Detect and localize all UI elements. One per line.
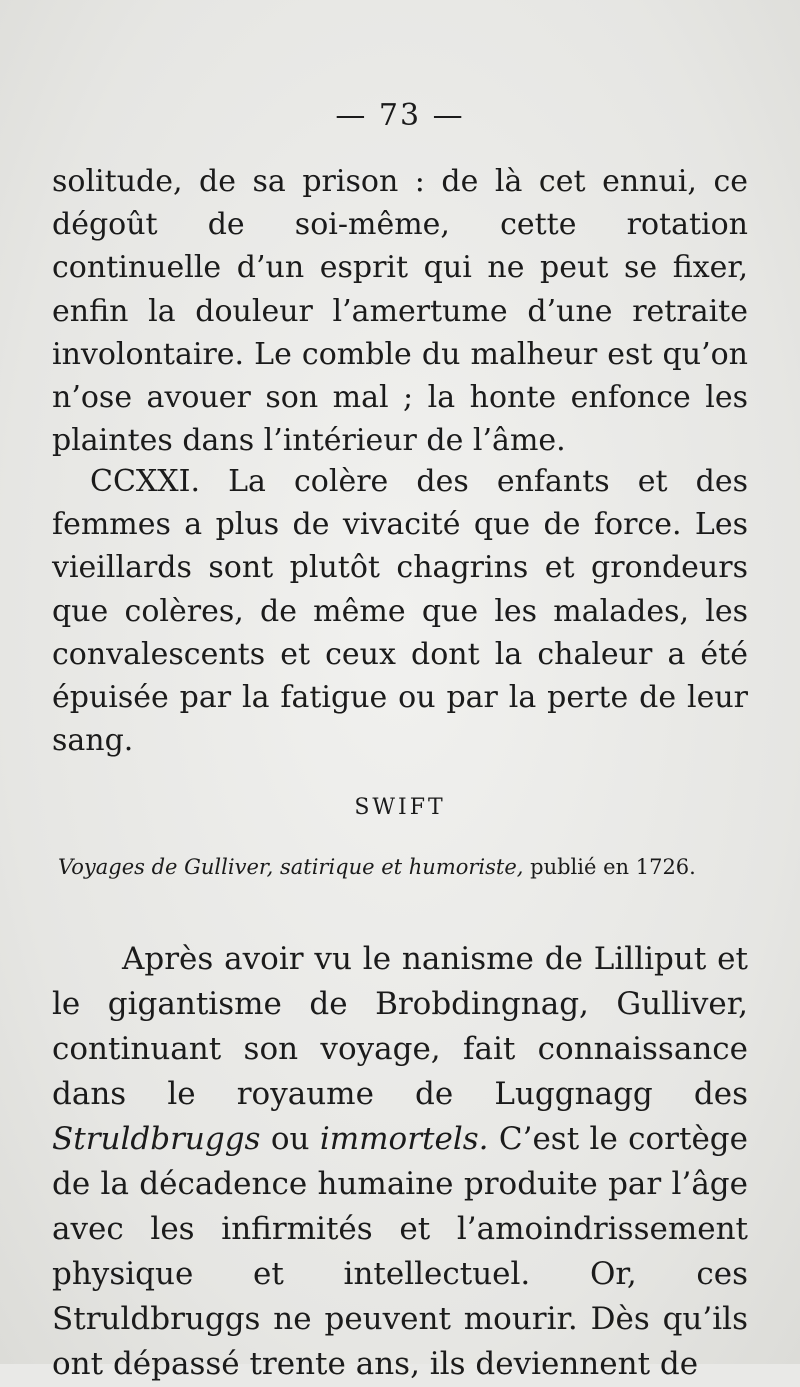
paragraph-ccxxi: CCXXI. La colère des enfants et des femmes a plus de vivacité que de force. Les vieillards sont plutôt chagrins et grondeurs que colères, de même que les malades, les convalescents et ceux dont la chaleur a été épuisée par la fatigue ou par la perte de leur sang. (52, 464, 748, 759)
paragraph-continuation: solitude, de sa prison : de là cet ennui, ce dégoût de soi-même, cette rotation continuelle d’un esprit qui ne peut se fixer, enfin la douleur l’amertume d’une retraite involontaire. Le comble du malheur est qu’on n’ose avouer son mal ; la honte enfonce les plaintes dans l’intérieur de l’âme. (52, 164, 748, 459)
page-number: — 73 — (335, 98, 465, 133)
section-citation (58, 852, 748, 882)
paragraph-swift (52, 937, 748, 1387)
para3-part-c: ou (260, 1121, 320, 1157)
para3-part-a: Après avoir vu le nanisme de Lilliput et le gigantisme de Brobdingnag, Gulliver, continuant son voyage, fait connaissance dans le royaume de Luggnagg des (52, 941, 748, 1112)
para3-part-e: C’est le cortège de la décadence humaine produite par l’âge avec les infirmités et l’amoindrissement physique et intellectuel. Or, ces Struldbruggs ne peuvent mourir. Dès qu’ils ont dépassé trente ans, ils deviennent de (52, 1121, 748, 1382)
para3-struldbruggs: Struldbruggs (52, 1121, 261, 1157)
section-heading: SWIFT (354, 795, 446, 820)
citation-title: Voyages de Gulliver, satirique et humoriste, (58, 855, 524, 879)
citation-date: publié en 1726. (523, 855, 696, 879)
para3-immortels: immortels. (319, 1121, 489, 1157)
